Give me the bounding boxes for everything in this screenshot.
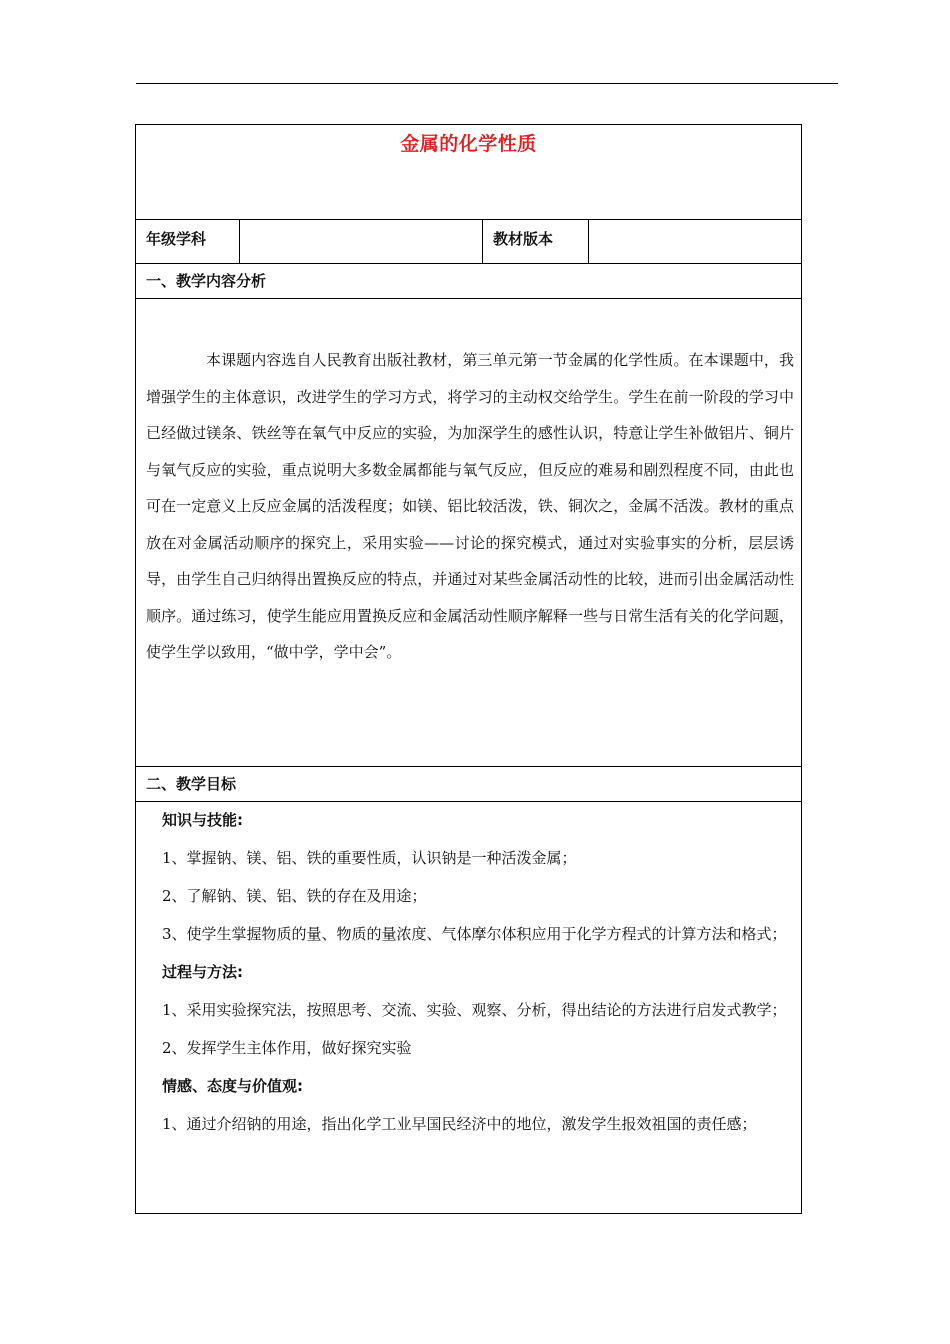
- grade-subject-label: 年级学科: [146, 230, 207, 248]
- process-item: 2、发挥学生主体作用，做好探究实验: [162, 1039, 412, 1057]
- info-row: [136, 219, 801, 263]
- title-row: [136, 125, 801, 219]
- section2-heading-row: [136, 766, 801, 801]
- textbook-version-label: 教材版本: [493, 230, 554, 248]
- knowledge-heading: 知识与技能:: [162, 811, 243, 829]
- divider: [239, 219, 240, 263]
- lesson-plan-table: [135, 124, 802, 1214]
- process-item: 1、采用实验探究法，按照思考、交流、实验、观察、分析，得出结论的方法进行启发式教学；: [162, 1001, 787, 1019]
- page-header-rule: [136, 83, 838, 84]
- process-heading: 过程与方法:: [162, 963, 243, 981]
- section1-heading: 一、教学内容分析: [146, 272, 267, 290]
- divider: [588, 219, 589, 263]
- section2-heading: 二、教学目标: [146, 775, 237, 793]
- document-title: 金属的化学性质: [400, 133, 537, 155]
- knowledge-item: 1、掌握钠、镁、铝、铁的重要性质，认识钠是一种活泼金属；: [162, 849, 577, 867]
- knowledge-item: 2、了解钠、镁、铝、铁的存在及用途；: [162, 887, 427, 905]
- divider: [482, 219, 483, 263]
- objectives-block: [146, 801, 794, 1143]
- attitude-item: 1、通过介绍钠的用途，指出化学工业早国民经济中的地位，激发学生报效祖国的责任感；: [162, 1115, 757, 1133]
- knowledge-item: 3、使学生掌握物质的量、物质的量浓度、气体摩尔体积应用于化学方程式的计算方法和格式；: [162, 925, 787, 943]
- section1-heading-row: [136, 263, 801, 298]
- section1-paragraph: 本课题内容选自人民教育出版社教材，第三单元第一节金属的化学性质。在本课题中，我增强学生的主体意识，改进学生的学习方式，将学习的主动权交给学生。学生在前一阶段的学习中已经做过镁条、铁丝等在氧气中反应的实验，为加深学生的感性认识，特意让学生补做铝片、铜片与氧气反应的实验，重点说明大多数金属都能与氧气反应，但反应的难易和剧烈程度不同，由此也可在一定意义上反应金属的活泼程度；如镁、铝比较活泼，铁、铜次之，金属不活泼。教材的重点放在对金属活动顺序的探究上，采用实验——讨论的探究模式，通过对实验事实的分析，层层诱导，由学生自己归纳得出置换反应的特点，并通过对某些金属活动性的比较，进而引出金属活动性顺序。通过练习，使学生能应用置换反应和金属活动性顺序解释一些与日常生活有关的化学问题，使学生学以致用，“做中学，学中会”。: [146, 351, 794, 661]
- attitude-heading: 情感、态度与价值观:: [162, 1077, 303, 1095]
- divider: [136, 298, 801, 299]
